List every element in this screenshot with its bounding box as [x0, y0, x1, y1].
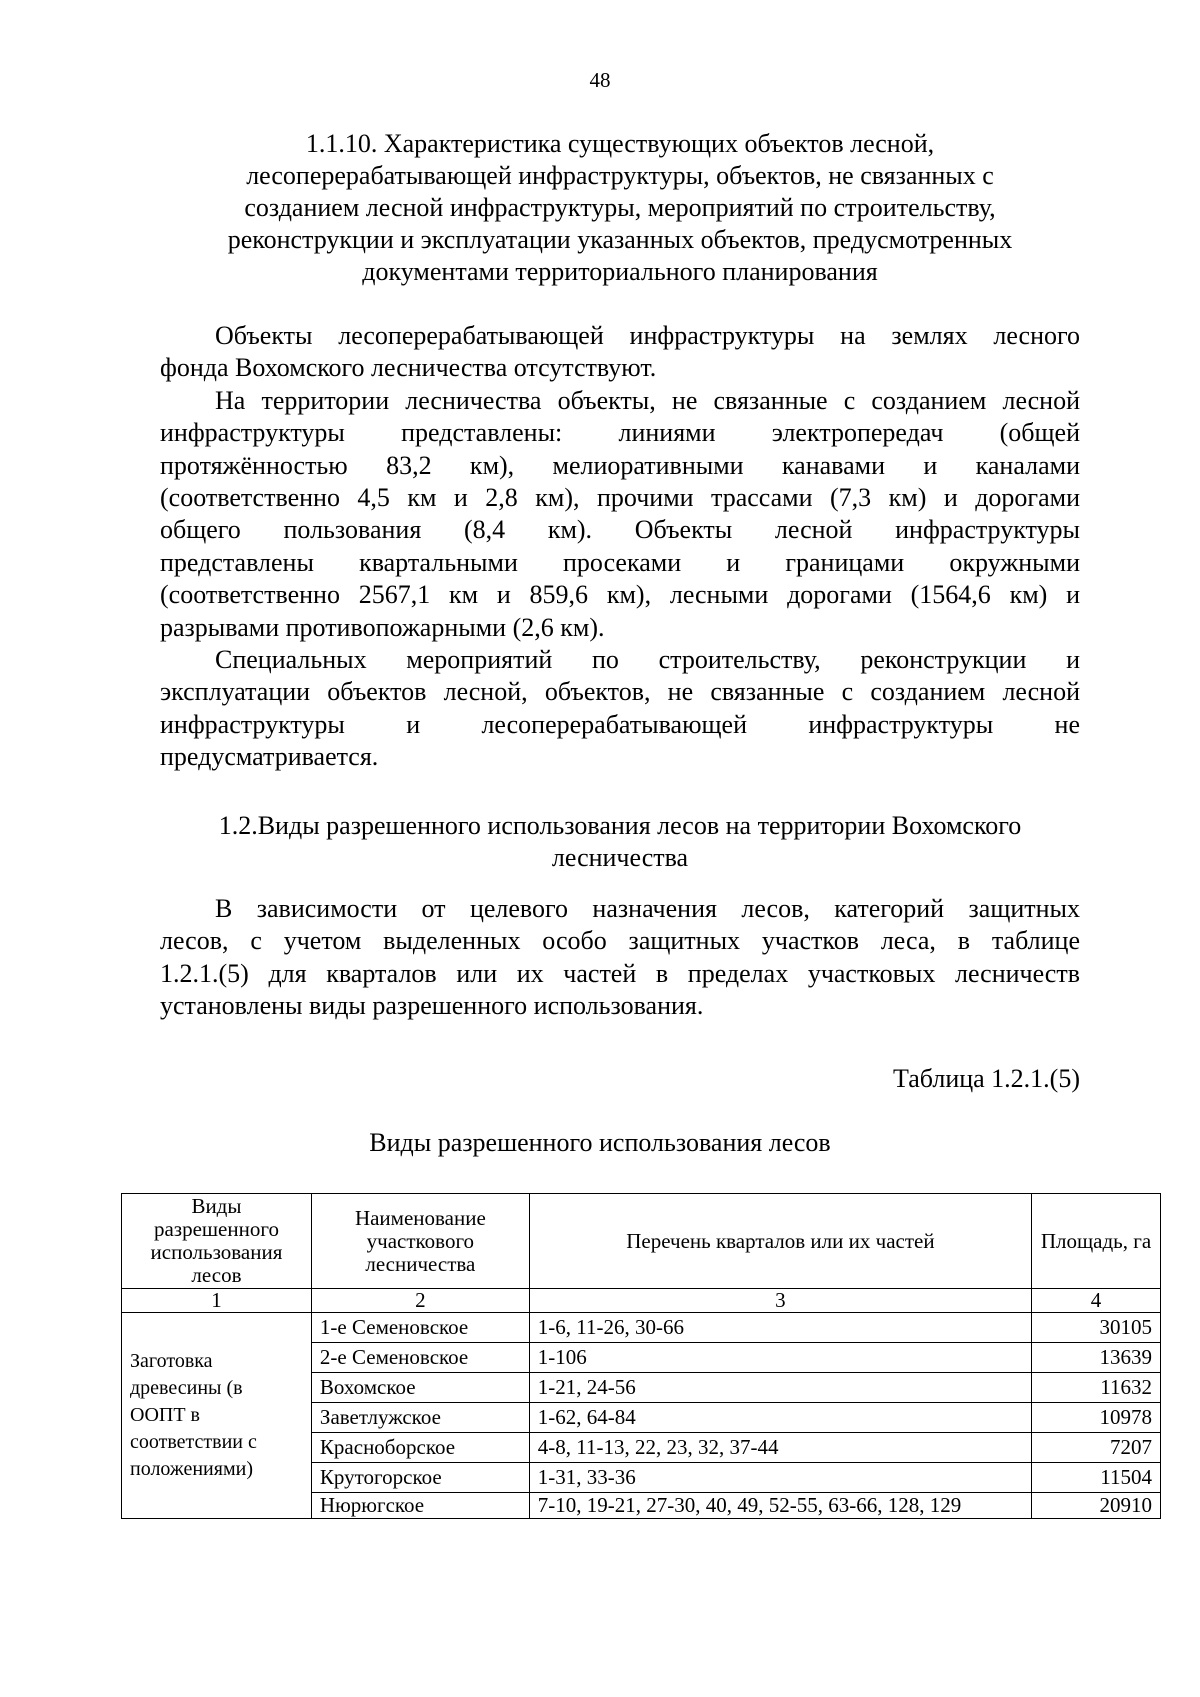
area-cell: 13639: [1032, 1343, 1161, 1373]
district-cell: Заветлужское: [311, 1403, 529, 1433]
body-line: представлены квартальными просеками и границами окружными: [160, 547, 1080, 577]
body-line: (соответственно 4,5 км и 2,8 км), прочими трассами (7,3 км) и дорогами: [160, 482, 1080, 512]
quarters-cell: 1-21, 24-56: [529, 1373, 1031, 1403]
column-header-use-type: Виды разрешенного использования лесов: [122, 1194, 312, 1289]
forest-use-table: [121, 1193, 1161, 1519]
body-line: лесов, с учетом выделенных особо защитных участков леса, в таблице: [160, 926, 1080, 956]
district-cell: Нюрюгское: [311, 1493, 529, 1519]
body-line: установлены виды разрешенного использования.: [160, 991, 704, 1021]
table-title: Виды разрешенного использования лесов: [369, 1128, 831, 1157]
body-line: разрывами противопожарными (2,6 км).: [160, 612, 605, 642]
district-cell: 1-е Семеновское: [311, 1313, 529, 1343]
district-cell: Крутогорское: [311, 1463, 529, 1493]
area-cell: 30105: [1032, 1313, 1161, 1343]
body-line: 1.2.1.(5) для кварталов или их частей в пределах участковых лесничеств: [160, 958, 1080, 988]
body-line: В зависимости от целевого назначения лесов, категорий защитных: [215, 894, 1080, 923]
section-2-body: [160, 893, 1080, 1023]
column-header-area: Площадь, га: [1032, 1194, 1161, 1289]
district-cell: Вохомское: [311, 1373, 529, 1403]
column-index: 1: [122, 1289, 312, 1313]
area-cell: 11632: [1032, 1373, 1161, 1403]
area-cell: 7207: [1032, 1433, 1161, 1463]
column-index: 4: [1032, 1289, 1161, 1313]
body-line: На территории лесничества объекты, не связанные с созданием лесной: [215, 385, 1080, 415]
heading-line: 1.2.Виды разрешенного использования лесов на территории Вохомского: [218, 811, 1022, 840]
table-row: [122, 1313, 1161, 1343]
quarters-cell: 1-6, 11-26, 30-66: [529, 1313, 1031, 1343]
heading-line: реконструкции и эксплуатации указанных объектов, предусмотренных: [227, 225, 1013, 254]
table-label: Таблица 1.2.1.(5): [892, 1064, 1080, 1093]
body-line: предусматривается.: [160, 742, 379, 772]
heading-line: лесоперерабатывающей инфраструктуры, объектов, не связанных с: [246, 161, 994, 190]
area-cell: 10978: [1032, 1403, 1161, 1433]
table-index-row: [122, 1289, 1161, 1313]
quarters-cell: 4-8, 11-13, 22, 23, 32, 37-44: [529, 1433, 1031, 1463]
district-cell: 2-е Семеновское: [311, 1343, 529, 1373]
district-cell: Красноборское: [311, 1433, 529, 1463]
heading-line: документами территориального планирования: [362, 257, 878, 286]
table-header-row: [122, 1194, 1161, 1289]
quarters-cell: 1-31, 33-36: [529, 1463, 1031, 1493]
body-line: протяжённостью 83,2 км), мелиоративными канавами и каналами: [160, 450, 1080, 480]
section-heading-1-2: [160, 810, 1080, 874]
column-index: 2: [311, 1289, 529, 1313]
use-type-cell: Заготовка древесины (в ООПТ в соответствии с положениями): [122, 1313, 312, 1519]
body-line: эксплуатации объектов лесной, объектов, не связанные с созданием лесной: [160, 677, 1080, 707]
body-line: инфраструктуры и лесоперерабатывающей инфраструктуры не: [160, 709, 1080, 739]
body-line: (соответственно 2567,1 км и 859,6 км), лесными дорогами (1564,6 км) и: [160, 580, 1080, 610]
page-number: 48: [589, 68, 611, 92]
heading-line: лесничества: [551, 843, 689, 872]
column-index: 3: [529, 1289, 1031, 1313]
body-line: инфраструктуры представлены: линиями электропередач (общей: [160, 418, 1080, 448]
column-header-district: Наименование участкового лесничества: [311, 1194, 529, 1289]
body-line: фонда Вохомского лесничества отсутствуют.: [160, 353, 657, 383]
body-line: Специальных мероприятий по строительству, реконструкции и: [215, 644, 1080, 674]
area-cell: 11504: [1032, 1463, 1161, 1493]
quarters-cell: 1-106: [529, 1343, 1031, 1373]
heading-line: созданием лесной инфраструктуры, мероприятий по строительству,: [244, 193, 996, 222]
body-line: Объекты лесоперерабатывающей инфраструктуры на землях лесного: [215, 321, 1080, 350]
column-header-quarters: Перечень кварталов или их частей: [529, 1194, 1031, 1289]
quarters-cell: 1-62, 64-84: [529, 1403, 1031, 1433]
heading-line: 1.1.10. Характеристика существующих объектов лесной,: [305, 129, 935, 158]
area-cell: 20910: [1032, 1493, 1161, 1519]
body-line: общего пользования (8,4 км). Объекты лесной инфраструктуры: [160, 515, 1080, 545]
section-1-body: [160, 320, 1080, 773]
quarters-cell: 7-10, 19-21, 27-30, 40, 49, 52-55, 63-66, 128, 129: [529, 1493, 1031, 1519]
section-heading-1-1-10: [160, 128, 1080, 288]
